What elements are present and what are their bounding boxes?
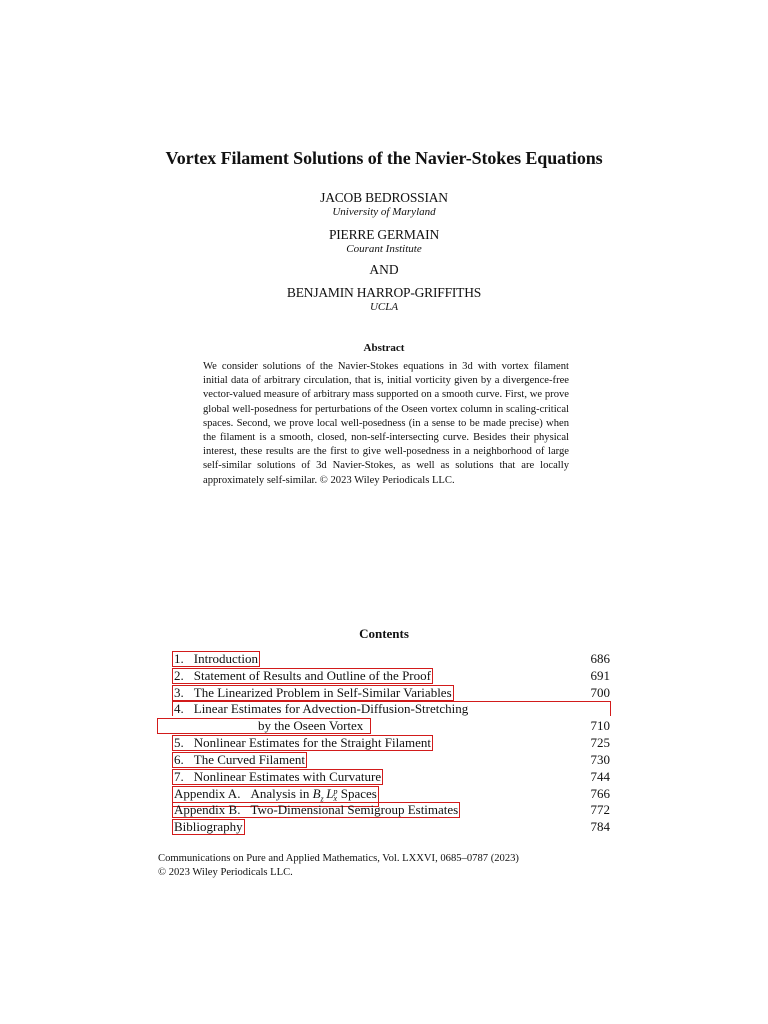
toc-entry-linearized xyxy=(172,685,610,702)
author-name: JACOB BEDROSSIAN xyxy=(320,190,448,205)
toc-entry-statement xyxy=(172,668,610,685)
math-b: B xyxy=(312,785,321,801)
toc-number: 7. xyxy=(174,768,184,784)
author-affiliation: UCLA xyxy=(369,301,399,313)
author-name: BENJAMIN HARROP-GRIFFITHS xyxy=(286,285,482,300)
journal-footer xyxy=(158,852,519,880)
toc-entry-bibliography xyxy=(172,819,610,836)
toc-number: 2. xyxy=(174,667,184,683)
author-3 xyxy=(0,285,768,314)
math-l-sub: x xyxy=(333,793,338,803)
toc-page-number: 700 xyxy=(590,684,610,700)
contents-heading: Contents xyxy=(359,626,409,641)
toc-link[interactable] xyxy=(172,819,245,835)
math-expression xyxy=(312,785,338,804)
toc-label-continued: by the Oseen Vortex xyxy=(258,718,364,734)
toc-entry-nonlinear-straight xyxy=(172,735,610,752)
toc-label: The Linearized Problem in Self-Similar Variables xyxy=(193,684,452,700)
toc-page-number: 784 xyxy=(590,819,610,835)
toc-link-continued[interactable] xyxy=(157,718,371,734)
toc-label: Nonlinear Estimates for the Straight Filament xyxy=(193,735,431,751)
table-of-contents xyxy=(172,651,610,836)
toc-number: 4. xyxy=(174,701,184,717)
toc-page-number: 766 xyxy=(590,785,610,801)
toc-page-number: 730 xyxy=(590,751,610,767)
toc-label: Statement of Results and Outline of the Proof xyxy=(193,667,431,683)
toc-label: Introduction xyxy=(193,651,259,666)
toc-page-number: 710 xyxy=(590,718,610,734)
toc-page-number: 725 xyxy=(590,735,610,751)
author-1 xyxy=(0,190,768,219)
toc-entry-linear-estimates-cont xyxy=(172,718,610,735)
journal-citation: Communications on Pure and Applied Mathematics, Vol. LXXVI, 0685–0787 (2023) xyxy=(158,853,519,864)
toc-page-number: 744 xyxy=(590,768,610,784)
toc-link[interactable] xyxy=(172,735,433,751)
toc-link[interactable] xyxy=(172,701,611,716)
toc-label: Linear Estimates for Advection-Diffusion-Stretching xyxy=(193,701,469,717)
toc-link[interactable] xyxy=(172,668,433,684)
toc-label-prefix: Analysis in xyxy=(250,785,310,801)
author-2 xyxy=(0,227,768,256)
toc-entry-nonlinear-curvature xyxy=(172,769,610,786)
toc-number: 1. xyxy=(174,651,184,666)
toc-entry-curved-filament xyxy=(172,752,610,769)
toc-page-number: 691 xyxy=(590,667,610,683)
toc-link[interactable] xyxy=(172,802,460,818)
paper-title: Vortex Filament Solutions of the Navier-Stokes Equations xyxy=(165,148,603,168)
toc-link[interactable] xyxy=(172,651,260,667)
toc-link[interactable] xyxy=(172,752,307,768)
toc-label: Bibliography xyxy=(174,819,243,835)
toc-entry-introduction xyxy=(172,651,610,668)
author-affiliation: University of Maryland xyxy=(332,206,436,218)
toc-link[interactable] xyxy=(172,769,383,785)
toc-entry-linear-estimates xyxy=(172,701,610,718)
math-l-sup: p xyxy=(333,786,338,796)
toc-number: Appendix B. xyxy=(174,802,241,818)
toc-label-suffix: Spaces xyxy=(340,785,377,801)
toc-label: Two-Dimensional Semigroup Estimates xyxy=(250,802,459,818)
author-affiliation: Courant Institute xyxy=(346,243,422,255)
toc-number: Appendix A. xyxy=(174,785,241,801)
toc-number: 3. xyxy=(174,684,184,700)
toc-entry-appendix-b xyxy=(172,802,610,819)
toc-label: Nonlinear Estimates with Curvature xyxy=(193,768,382,784)
math-l: L xyxy=(326,785,334,801)
abstract-text: We consider solutions of the Navier-Stokes equations in 3d with vortex filament initial data of arbitrary circulation, that is, initial vorticity given by a divergence-free vector-valued measure of arbitrary mass supported on a smooth curve. First, we prove global well-posedness for perturbations of the Oseen vortex column in scaling-critical spaces. Second, we prove local well-posedness (in a sense to be made precise) when the filament is a smooth, closed, non-self-intersecting curve. Besides their physical interest, these results are the first to give well-posedness in a neighborhood of large self-similar solutions of 3d Navier-Stokes, as well as solutions that are locally approximately self-similar. © 2023 Wiley Periodicals LLC. xyxy=(203,361,569,486)
toc-number: 6. xyxy=(174,751,184,767)
toc-page-number: 772 xyxy=(590,802,610,818)
copyright-line: © 2023 Wiley Periodicals LLC. xyxy=(158,867,293,878)
toc-page-number: 686 xyxy=(590,651,610,666)
toc-link[interactable] xyxy=(172,685,454,701)
and-separator: AND xyxy=(369,262,399,277)
toc-number: 5. xyxy=(174,735,184,751)
abstract-heading: Abstract xyxy=(363,342,405,354)
author-name: PIERRE GERMAIN xyxy=(328,227,440,242)
toc-entry-appendix-a xyxy=(172,786,610,803)
math-b-sub: z xyxy=(320,794,324,804)
toc-label: The Curved Filament xyxy=(193,751,305,767)
